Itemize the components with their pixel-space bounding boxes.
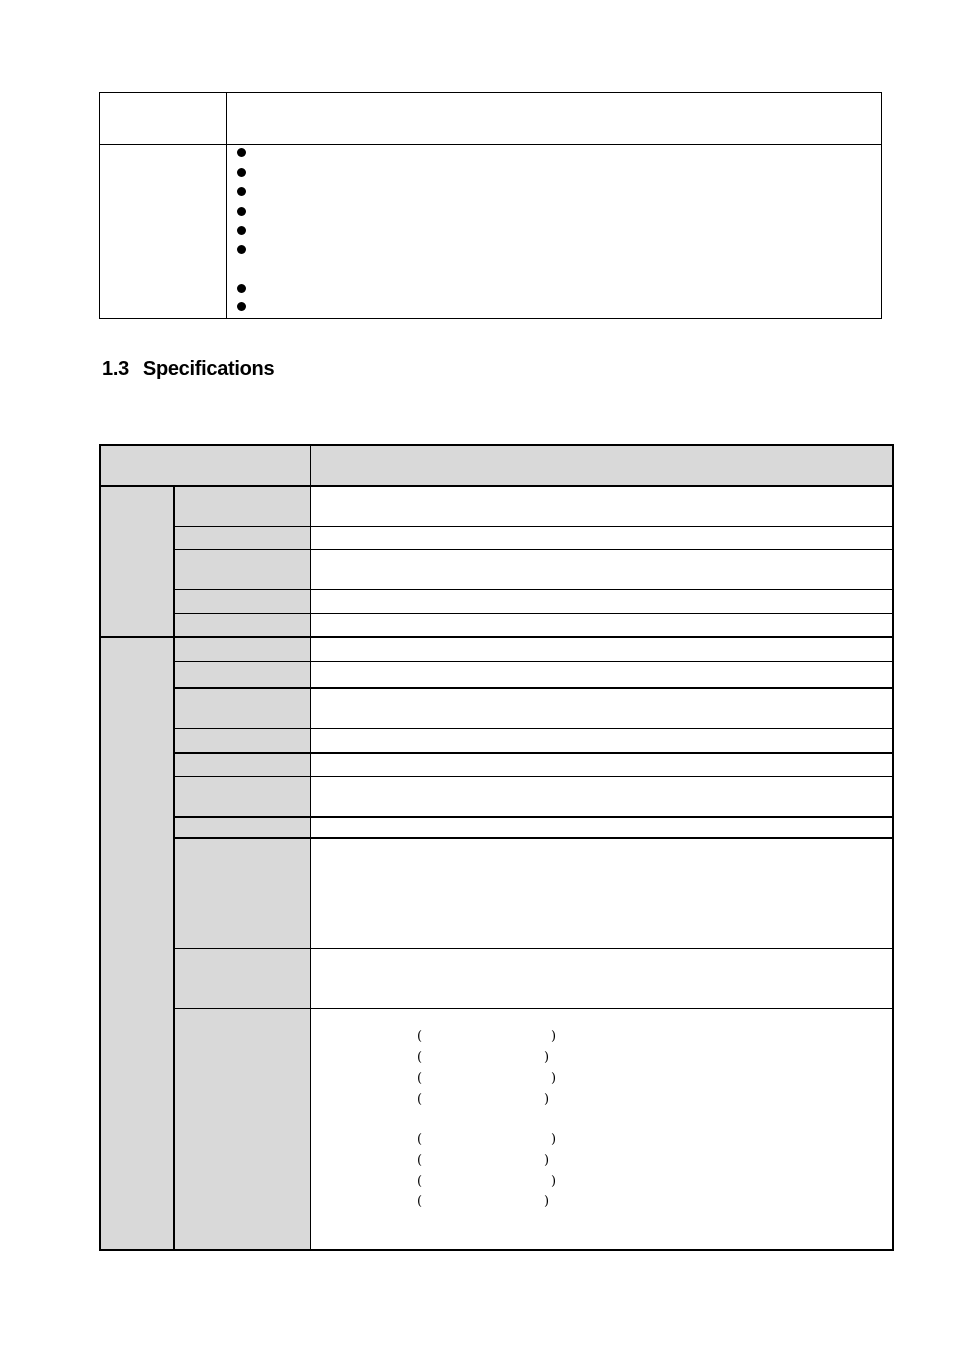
open-paren: ( [417, 1153, 423, 1168]
features-table-divider [226, 93, 227, 318]
spec-row-line [173, 549, 892, 550]
spec-row-line [173, 589, 892, 590]
bullet-icon [237, 226, 246, 235]
open-paren: ( [417, 1174, 423, 1189]
spec-category-column [101, 486, 173, 1249]
open-paren: ( [417, 1132, 423, 1147]
spec-parameter-column [173, 486, 310, 1249]
close-paren: ) [551, 1174, 557, 1189]
features-table [99, 92, 882, 319]
bullet-icon [237, 207, 246, 216]
bullet-icon [237, 284, 246, 293]
bullet-icon [237, 148, 246, 157]
spec-row-line [173, 526, 892, 527]
spec-row-line [173, 687, 892, 689]
open-paren: ( [417, 1071, 423, 1086]
spec-row-line [173, 613, 892, 614]
close-paren: ) [544, 1153, 550, 1168]
spec-row-line [173, 837, 892, 839]
spec-table [99, 444, 894, 1251]
bullet-icon [237, 168, 246, 177]
spec-table-header-line [101, 485, 892, 487]
close-paren: ) [551, 1029, 557, 1044]
open-paren: ( [417, 1194, 423, 1209]
spec-row-line [173, 728, 892, 729]
close-paren: ) [544, 1092, 550, 1107]
open-paren: ( [417, 1029, 423, 1044]
close-paren: ) [551, 1132, 557, 1147]
section-title: Specifications [142, 358, 275, 380]
section-heading [102, 358, 274, 381]
close-paren: ) [544, 1194, 550, 1209]
close-paren: ) [544, 1050, 550, 1065]
spec-row-line [173, 1008, 892, 1009]
spec-row-line [173, 776, 892, 777]
bullet-icon [237, 302, 246, 311]
spec-group-line [101, 636, 892, 638]
section-number: 1.3 [102, 358, 129, 380]
bullet-icon [237, 187, 246, 196]
spec-table-header-row [101, 446, 892, 486]
open-paren: ( [417, 1050, 423, 1065]
spec-row-line [173, 661, 892, 662]
spec-table-category-divider [173, 486, 175, 1249]
spec-table-value-divider [310, 446, 311, 1249]
bullet-icon [237, 245, 246, 254]
spec-row-line [173, 948, 892, 949]
features-table-row-divider [100, 144, 881, 145]
open-paren: ( [417, 1092, 423, 1107]
spec-row-line [173, 816, 892, 818]
spec-row-line [173, 752, 892, 754]
close-paren: ) [551, 1071, 557, 1086]
